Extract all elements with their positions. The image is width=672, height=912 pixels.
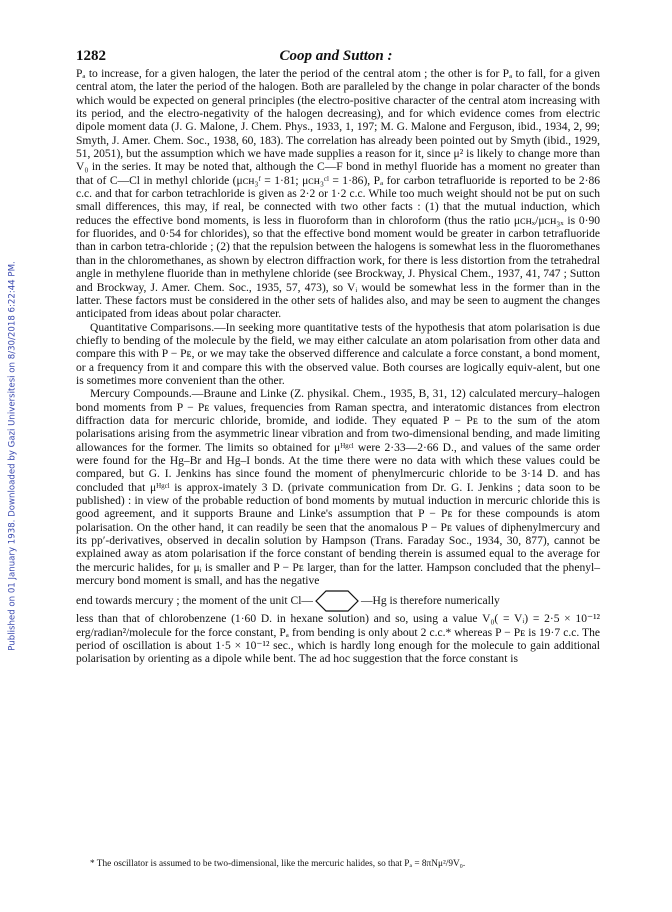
molecule-text-line bbox=[76, 590, 600, 612]
watermark-text: Published on 01 January 1938. Downloaded by Gazi Universitesi on 8/30/2018 6:22:44 PM. bbox=[8, 261, 19, 651]
running-head: Coop and Sutton : bbox=[279, 48, 393, 64]
page-header bbox=[76, 48, 596, 68]
molecule-line-after: —Hg is therefore numerically bbox=[360, 594, 500, 607]
paragraph-quantitative-comparisons: Quantitative Comparisons.—In seeking more quantitative tests of the hypothesis that atom polarisation is due chiefly to bending of the molecule by the field, we may either calculate an atom polarisation from other data and compare this with P − Pᴇ, or we may take the observed difference and calculate a force constant, a bond moment, or a frequency from it and compare this with the observed value. Both courses are logically equiv-alent, but one is sometimes more convenient than the other. bbox=[76, 321, 600, 387]
paragraph-mercury-compounds: Mercury Compounds.—Braune and Linke (Z. physikal. Chem., 1935, B, 31, 12) calculated mercury–halogen bond moments from P − Pᴇ values, frequencies from Raman spectra, and interatomic distances from electron diffraction data for mercuric chloride, bromide, and iodide. They equated P − Pᴇ to the sum of the atom polarisations arising from the asymmetric linear vibration and from two-dimensional bending, and made limiting allowances for the former. The limits so obtained for μᴴᵍᶜˡ were 2·33—2·66 D., and values of the same order were found for the Hg–Br and Hg–I bonds. At the time there were no data with which these values could be compared, but G. I. Jenkins has since found the moment of phenylmercuric chloride to be 3·14 D. and has concluded that μᴴᵍᶜˡ is approx-imately 3 D. (private communication from Dr. G. I. Jenkins ; data soon to be published) : in view of the probable reduction of bond moments by mutual induction in mercuric chloride this is good agreement, and it supports Braune and Linke's assumption that P − Pᴇ for these compounds is atom polarisation. On the other hand, it can readily be seen that the anomalous P − Pᴇ values of diphenylmercury and its pp′-derivatives, observed in decalin solution by Hampson (Trans. Faraday Soc., 1934, 30, 877), cannot be explained away as atom polarisation if the force constant of bending therein is assumed equal to the average for the mercuric halides, for μᵢ is smaller and P − Pᴇ larger, than for the latter. Hampson concluded that the phenyl–mercury bond moment is small, and has the negative bbox=[76, 388, 600, 588]
page-number: 1282 bbox=[76, 48, 106, 64]
paragraph-polarisation-trends: Pₐ to increase, for a given halogen, the later the period of the central atom ; the other is for Pₐ to fall, for a given central atom, the later the period of the halogen. Both are paralleled by the change in polar character of the bonds which would be expected on general principles (the electro-positive character of the central atom increasing with its period, and the electro-negativity of the halogen decreasing), and for which evidence comes from electric dipole moment data (J. G. Malone, J. Chem. Phys., 1933, 1, 197; M. G. Malone and Ferguson, ibid., 1934, 2, 99; Smyth, J. Amer. Chem. Soc., 1938, 60, 183). The correlation has already been pointed out by Smyth (ibid., 1929, 51, 2051), but the assumption which we have made supplies a reason for it, since μ² is likely to change more than V₀ in the series. It may be noted that, although the C—F bond in methyl fluoride has a moment no greater than that of C—Cl in methyl chloride (μᴄʜ₃ᶠ = 1·81; μᴄʜ₃ᶜˡ = 1·86), Pₐ for carbon tetrafluoride is reported to be 2·86 c.c. and that for carbon tetrachloride is given as 2·2 or 1·2 c.c. While too much weight should not be put on such small differences, this may, if real, be connected with two other facts : (1) that the mutual induction, which reduces the effective bond moments, is less in fluoroform than in chloroform (thus the ratio μᴄʜₓ/μᴄʜ₃ₓ is 0·90 for fluorides, and 0·54 for chlorides), so that the effective bond moment would be greater in carbon tetrafluoride than in carbon tetra-chloride ; (2) that the repulsion between the halogens is somewhat less in the fluoromethanes than in the chloromethanes, as shown by electron diffraction work, for there is less distortion from the tetrahedral angle in methylene fluoride than in methylene chloride (see Brockway, J. Physical Chem., 1937, 41, 747 ; Sutton and Brockway, J. Amer. Chem. Soc., 1935, 57, 473), so Vᵢ would be somewhat less in the former than in the latter. These factors must be considered in the other sets of halides also, and may be seen to augment the changes anticipated from ideas about polar character. bbox=[76, 68, 600, 321]
download-watermark bbox=[6, 100, 20, 812]
footnote: * The oscillator is assumed to be two-dimensional, like the mercuric halides, so that Pₐ = 8πNμ²/9V₀. bbox=[90, 859, 466, 869]
molecule-line-before: end towards mercury ; the moment of the unit Cl— bbox=[76, 594, 313, 607]
paragraph-chlorobenzene: less than that of chlorobenzene (1·60 D. in hexane solution) and so, using a value V₀( = Vᵢ) = 2·5 × 10⁻¹² erg/radian²/molecule for the force constant, Pₐ from bending is only about 2 c.c.* whereas P − Pᴇ is 19·7 c.c. The period of oscillation is about 1·5 × 10⁻¹² sec., which is hardly long enough for the molecule to gain additional polarisation by orienting as a dipole while bent. The ad hoc suggestion that the force constant is bbox=[76, 613, 600, 666]
article-body bbox=[76, 68, 600, 667]
benzene-ring-icon bbox=[314, 590, 360, 612]
